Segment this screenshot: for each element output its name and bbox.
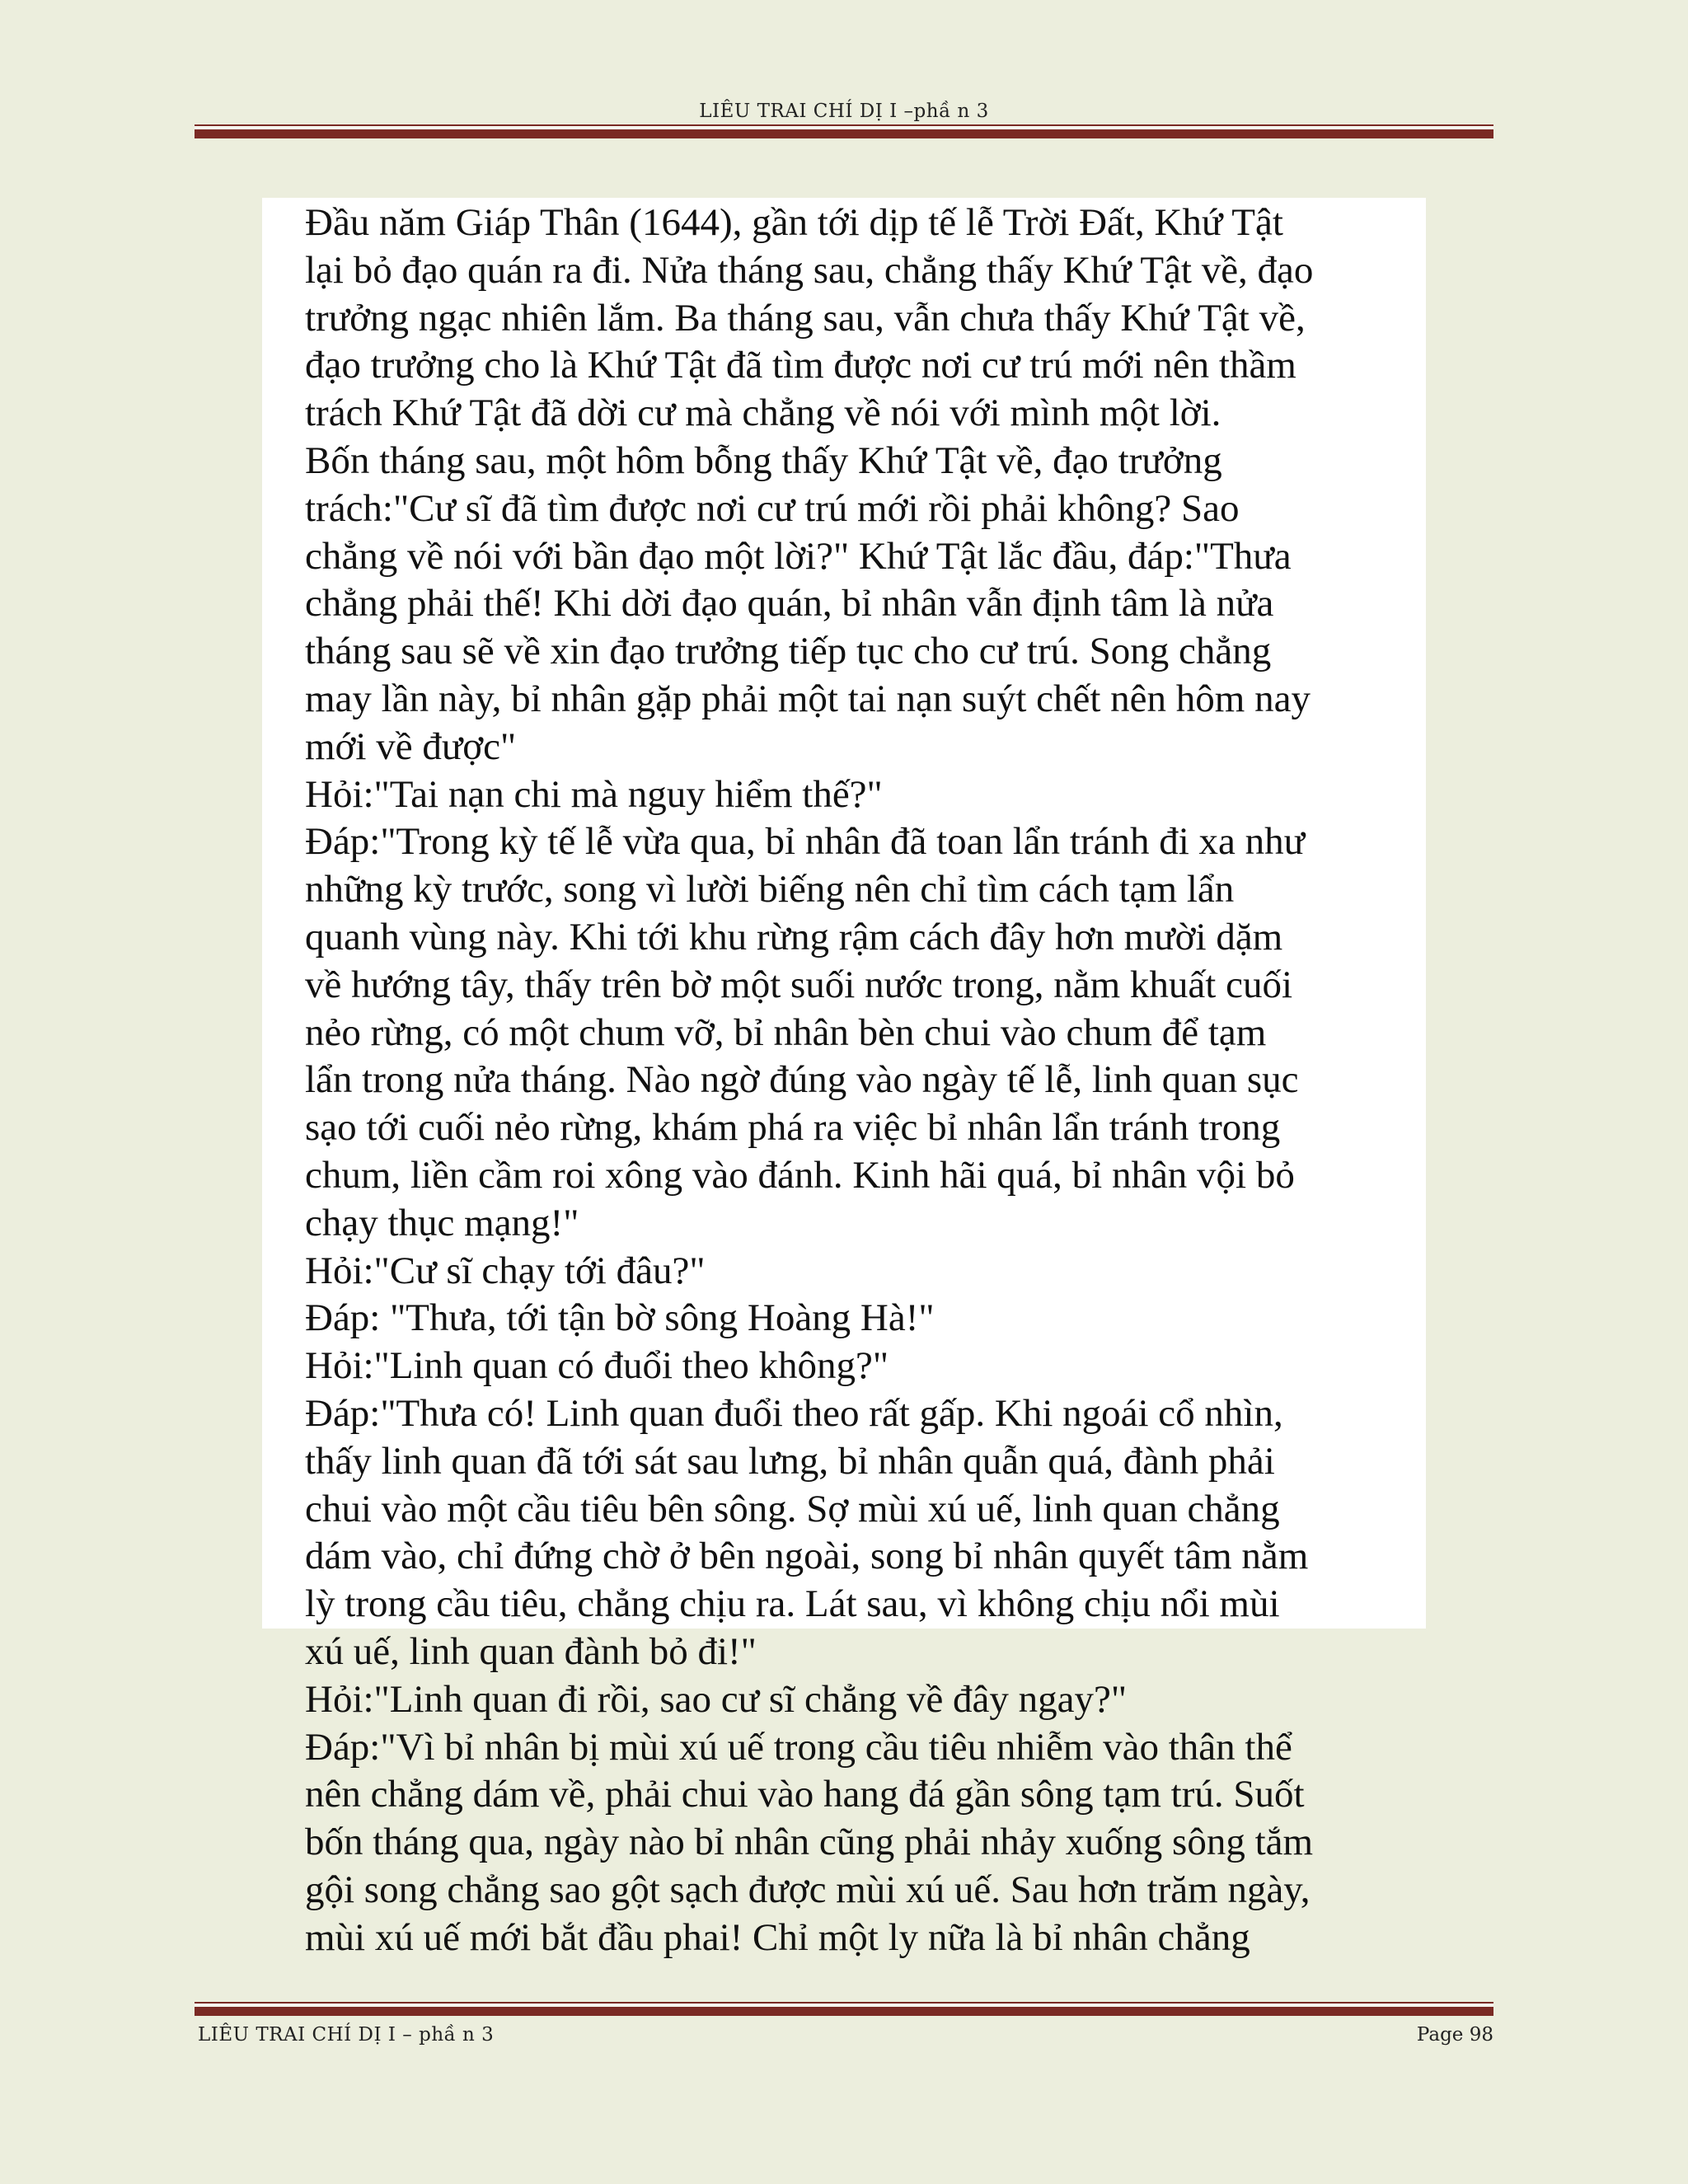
text-line: thấy linh quan đã tới sát sau lưng, bỉ nhân quẫn quá, đành phải	[305, 1439, 1275, 1483]
text-line: những kỳ trước, song vì lười biếng nên chỉ tìm cách tạm lẩn	[305, 868, 1235, 912]
text-line: trách:"Cư sĩ đã tìm được nơi cư trú mới rồi phải không? Sao	[305, 486, 1240, 530]
text-line: sạo tới cuối nẻo rừng, khám phá ra việc bỉ nhân lẩn tránh trong	[305, 1106, 1281, 1150]
text-line: Đáp:"Vì bỉ nhân bị mùi xú uế trong cầu tiêu nhiễm vào thân thể	[305, 1725, 1292, 1769]
page-number: Page 98	[1416, 2024, 1493, 2046]
header-rule	[195, 129, 1493, 138]
text-line: chui vào một cầu tiêu bên sông. Sợ mùi xú uế, linh quan chẳng	[305, 1487, 1280, 1530]
text-line: Đáp: "Thưa, tới tận bờ sông Hoàng Hà!"	[305, 1296, 935, 1340]
text-line: Đầu năm Giáp Thân (1644), gần tới dịp tế lễ Trời Đất, Khứ Tật	[305, 201, 1283, 244]
text-line: Hỏi:"Linh quan đi rồi, sao cư sĩ chẳng về đây ngay?"	[305, 1677, 1128, 1721]
text-line: Hỏi:"Tai nạn chi mà nguy hiểm thế?"	[305, 772, 883, 816]
text-line: tháng sau sẽ về xin đạo trưởng tiếp tục cho cư trú. Song chẳng	[305, 630, 1272, 673]
text-line: đạo trưởng cho là Khứ Tật đã tìm được nơi cư trú mới nên thầm	[305, 344, 1296, 387]
text-line: nẻo rừng, có một chum vỡ, bỉ nhân bèn chui vào chum để tạm	[305, 1010, 1267, 1054]
text-line: Hỏi:"Linh quan có đuổi theo không?"	[305, 1344, 889, 1388]
text-line: xú uế, linh quan đành bỏ đi!"	[305, 1629, 757, 1673]
running-header: LIÊU TRAI CHÍ DỊ I –phầ n 3	[699, 101, 989, 122]
text-line: nên chẳng dám về, phải chui vào hang đá gần sông tạm trú. Suốt	[305, 1773, 1305, 1816]
footer-rule	[195, 2007, 1493, 2016]
text-line: lẩn trong nửa tháng. Nào ngờ đúng vào ngày tế lễ, linh quan sục	[305, 1058, 1299, 1102]
text-line: Bốn tháng sau, một hôm bỗng thấy Khứ Tật về, đạo trưởng	[305, 438, 1222, 482]
text-line: lỳ trong cầu tiêu, chẳng chịu ra. Lát sau, vì không chịu nổi mùi	[305, 1582, 1280, 1626]
text-line: chum, liền cầm roi xông vào đánh. Kinh hãi quá, bỉ nhân vội bỏ	[305, 1153, 1295, 1197]
text-line: chẳng về nói với bần đạo một lời?" Khứ Tật lắc đầu, đáp:"Thưa	[305, 534, 1292, 578]
text-line: chẳng phải thế! Khi dời đạo quán, bỉ nhân vẫn định tâm là nửa	[305, 582, 1274, 626]
text-line: bốn tháng qua, ngày nào bỉ nhân cũng phải nhảy xuống sông tắm	[305, 1821, 1314, 1864]
text-line: lại bỏ đạo quán ra đi. Nửa tháng sau, chẳng thấy Khứ Tật về, đạo	[305, 248, 1314, 292]
text-line: mới về được"	[305, 724, 517, 768]
text-panel	[262, 198, 1426, 1959]
text-line: Đáp:"Trong kỳ tế lễ vừa qua, bỉ nhân đã toan lẩn tránh đi xa như	[305, 820, 1306, 864]
text-line: may lần này, bỉ nhân gặp phải một tai nạn suýt chết nên hôm nay	[305, 677, 1311, 720]
text-line: gội song chẳng sao gột sạch được mùi xú uế. Sau hơn trăm ngày,	[305, 1868, 1311, 1911]
text-line: Đáp:"Thưa có! Linh quan đuổi theo rất gấp. Khi ngoái cổ nhìn,	[305, 1391, 1283, 1435]
text-line: mùi xú uế mới bắt đầu phai! Chỉ một ly nữa là bỉ nhân chẳng	[305, 1915, 1250, 1959]
text-line: quanh vùng này. Khi tới khu rừng rậm cách đây hơn mười dặm	[305, 915, 1283, 958]
footer-title: LIÊU TRAI CHÍ DỊ I – phầ n 3	[198, 2024, 495, 2046]
text-line: về hướng tây, thấy trên bờ một suối nước trong, nằm khuất cuối	[305, 963, 1293, 1006]
text-line: trách Khứ Tật đã dời cư mà chẳng về nói với mình một lời.	[305, 391, 1221, 435]
text-line: trưởng ngạc nhiên lắm. Ba tháng sau, vẫn chưa thấy Khứ Tật về,	[305, 296, 1306, 340]
body-text	[305, 199, 1442, 1961]
text-line: chạy thục mạng!"	[305, 1201, 579, 1244]
text-line: Hỏi:"Cư sĩ chạy tới đâu?"	[305, 1249, 706, 1292]
text-line: dám vào, chỉ đứng chờ ở bên ngoài, song bỉ nhân quyết tâm nằm	[305, 1535, 1309, 1578]
